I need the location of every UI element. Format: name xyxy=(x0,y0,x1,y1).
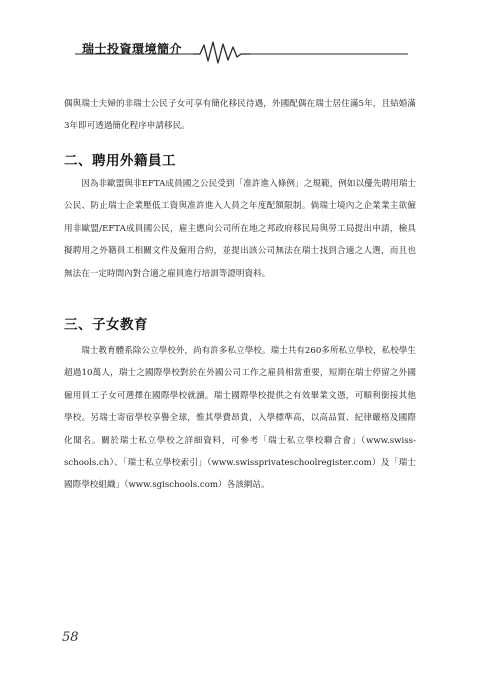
section-heading-children-education: 三、子女教育 xyxy=(64,317,148,333)
intro-paragraph: 偶與瑞士夫婦的非瑞士公民子女可享有簡化移民待遇，外國配偶在瑞士居住滿5年，且結婚滿3年即可透過簡化程序申請移民。 xyxy=(64,99,416,132)
foreign-hiring-paragraph: 因為非歐盟與非EFTA成員國之公民受到「准許進入條例」之規範，例如以優先聘用瑞士公民、防止瑞士企業壓低工資與准許進入人員之年度配額限制。倘瑞士境內之企業業主欲僱用非歐盟/EFTA成員國公民，雇主應向公司所在地之邦政府移民局與勞工局提出申請，檢具擬聘用之外籍員工相關文件及僱用合約，並提出該公司無法在瑞士找到合適之人選，而且也無法在一定時間內對合適之雇員進行培訓等證明資料。 xyxy=(64,179,416,279)
page-number: 58 xyxy=(62,630,79,645)
page-header xyxy=(0,36,480,64)
children-education-paragraph: 瑞士教育體系除公立學校外，尚有許多私立學校。瑞士共有260多所私立學校，私校學生超過10萬人，瑞士之國際學校對於在外國公司工作之雇員相當重要，短期在瑞士停留之外國僱用員工子女可選擇在國際學校就讀。瑞士國際學校提供之有效畢業文憑，可順利銜接其他學校。另瑞士寄宿學校享譽全球，惟其學費昂貴，入學標準高，以高品質、紀律嚴格及國際化聞名。關於瑞士私立學校之詳細資料，可參考「瑞士私立學校聯合會」（www.swiss-schools.ch）、「瑞士私立學校索引」（www.swissprivateschoolregister.com）及「瑞士國際學校組織」（www.sgischools.com）各該網站。 xyxy=(64,346,416,491)
header-title: 瑞士投資環境簡介 xyxy=(82,42,183,56)
header-heartbeat-line xyxy=(0,36,480,64)
section-heading-foreign-hiring: 二、聘用外籍員工 xyxy=(64,153,176,169)
